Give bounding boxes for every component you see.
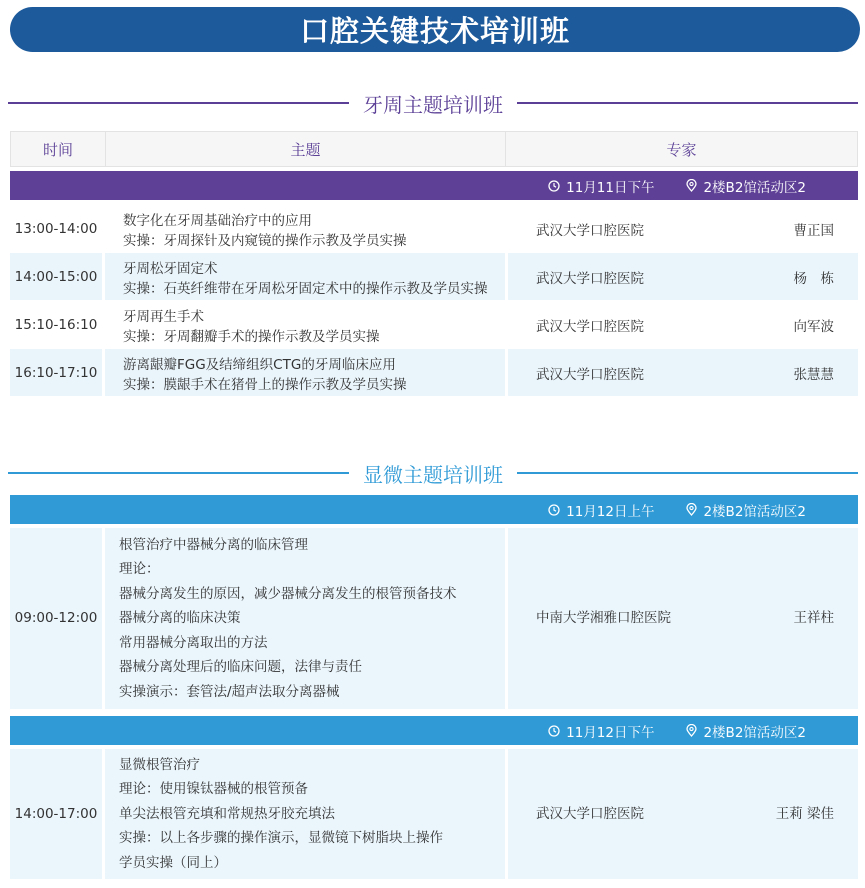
- row-org: 中南大学湘雅口腔医院: [508, 528, 760, 709]
- header-expert: 专家: [666, 140, 697, 159]
- row-expert: 王祥柱: [760, 528, 858, 709]
- topic-line: 理论：使用镍钛器械的根管预备: [119, 781, 308, 798]
- row-expert: 张慧慧: [760, 349, 858, 396]
- session-location: [686, 176, 806, 196]
- session-location-text: 2楼B2馆活动区2: [703, 179, 806, 196]
- topic-line: 牙周松牙固定术: [123, 260, 218, 277]
- row-expert: 向军波: [793, 318, 834, 335]
- session-location-text: 2楼B2馆活动区2: [703, 503, 806, 520]
- table-row: [10, 253, 858, 300]
- session-time-text: 11月11日下午: [566, 179, 655, 196]
- session-time: [548, 721, 654, 741]
- topic-line: 器械分离的临床决策: [119, 610, 241, 627]
- section-title-text: 牙周主题培训班: [363, 92, 503, 117]
- location-pin-icon: [686, 724, 697, 737]
- topic-line: 器械分离处理后的临床问题，法律与责任: [119, 659, 362, 676]
- section-title-periodontal: [8, 88, 858, 118]
- row-topic: [105, 301, 505, 348]
- row-topic: [105, 205, 505, 252]
- session-time-text: 11月12日下午: [566, 724, 655, 741]
- header-topic: 主题: [106, 132, 506, 166]
- row-time: 15:10-16:10: [14, 316, 98, 333]
- table-row: [10, 205, 858, 252]
- topic-line: 实操演示：套管法/超声法取分离器械: [119, 683, 340, 700]
- title-banner: [10, 7, 860, 52]
- topic-line: 实操：牙周翻瓣手术的操作示教及学员实操: [123, 328, 380, 345]
- topic-line: 实操：膜龈手术在猪骨上的操作示教及学员实操: [123, 376, 407, 393]
- topic-line: 游离龈瓣FGG及结缔组织CTG的牙周临床应用: [123, 356, 396, 373]
- divider-right: [517, 102, 858, 104]
- topic-line: 实操：石英纤维带在牙周松牙固定术中的操作示教及学员实操: [123, 280, 488, 297]
- table-row: [10, 528, 858, 709]
- divider-left: [8, 472, 349, 474]
- clock-icon: [548, 725, 560, 737]
- row-topic: [105, 349, 505, 396]
- session-time-text: 11月12日上午: [566, 503, 655, 520]
- table-row: [10, 749, 858, 879]
- row-org: 武汉大学口腔医院: [536, 318, 644, 335]
- clock-icon: [548, 504, 560, 516]
- page-title: 口腔关键技术培训班: [299, 14, 570, 48]
- topic-line: 牙周再生手术: [123, 308, 204, 325]
- table-header: [10, 131, 858, 167]
- section-title-microscope: [8, 458, 858, 488]
- divider-right: [517, 472, 858, 474]
- topic-line: 根管治疗中器械分离的临床管理: [119, 536, 308, 553]
- topic-line: 器械分离发生的原因，减少器械分离发生的根管预备技术: [119, 585, 457, 602]
- row-org: 武汉大学口腔医院: [508, 253, 760, 300]
- topic-line: 实操：牙周探针及内窥镜的操作示教及学员实操: [123, 232, 407, 249]
- row-org: 武汉大学口腔医院: [536, 222, 644, 239]
- session-time: [548, 176, 654, 196]
- row-time: 09:00-12:00: [10, 528, 102, 709]
- topic-line: 显微根管治疗: [119, 756, 200, 773]
- row-org: 武汉大学口腔医院: [508, 349, 760, 396]
- topic-line: 单尖法根管充填和常规热牙胶充填法: [119, 805, 335, 822]
- row-time: 14:00-17:00: [10, 749, 102, 879]
- table-row: [10, 301, 858, 348]
- row-expert: 王莉 梁佳: [760, 749, 858, 879]
- session-bar: [10, 495, 858, 524]
- row-expert: 曹正国: [793, 222, 834, 239]
- session-time: [548, 500, 654, 520]
- row-org: 武汉大学口腔医院: [508, 749, 760, 879]
- session-bar: [10, 716, 858, 745]
- row-topic: [105, 253, 505, 300]
- row-time: 13:00-14:00: [14, 220, 98, 237]
- location-pin-icon: [686, 503, 697, 516]
- session-location-text: 2楼B2馆活动区2: [703, 724, 806, 741]
- clock-icon: [548, 180, 560, 192]
- row-time: 16:10-17:10: [10, 349, 102, 396]
- table-row: [10, 349, 858, 396]
- row-topic: [105, 749, 505, 879]
- session-location: [686, 721, 806, 741]
- section-title-text: 显微主题培训班: [363, 462, 503, 487]
- session-location: [686, 500, 806, 520]
- topic-line: 理论：: [119, 561, 160, 578]
- divider-left: [8, 102, 349, 104]
- topic-line: 数字化在牙周基础治疗中的应用: [123, 212, 312, 229]
- topic-line: 学员实操（同上）: [119, 854, 227, 871]
- session-bar: [10, 171, 858, 200]
- row-topic: [105, 528, 505, 709]
- row-expert: 杨 栋: [760, 253, 858, 300]
- topic-line: 实操：以上各步骤的操作演示，显微镜下树脂块上操作: [119, 830, 443, 847]
- location-pin-icon: [686, 179, 697, 192]
- header-time: 时间: [11, 132, 106, 166]
- topic-line: 常用器械分离取出的方法: [119, 634, 268, 651]
- row-time: 14:00-15:00: [10, 253, 102, 300]
